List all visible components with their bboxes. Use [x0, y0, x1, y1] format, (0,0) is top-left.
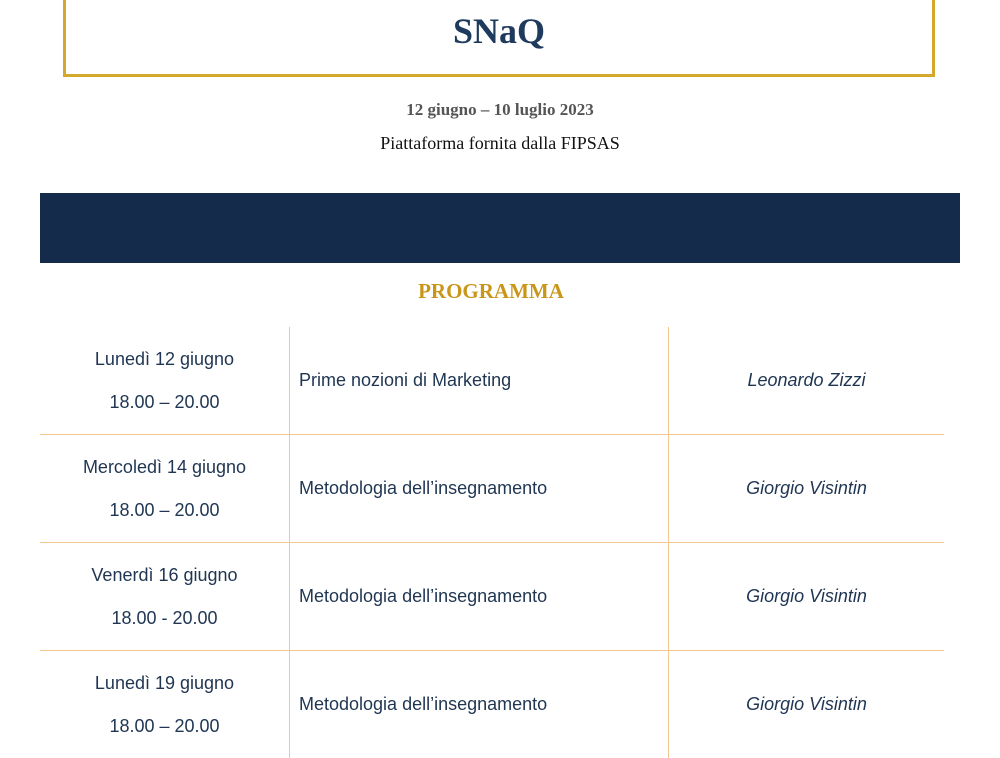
title-box [63, 0, 935, 77]
time-label: 18.00 – 20.00 [40, 715, 289, 737]
topic-cell: Prime nozioni di Marketing [290, 327, 669, 435]
day-label: Mercoledì 14 giugno [40, 456, 289, 478]
speaker-cell: Leonardo Zizzi [669, 327, 945, 435]
time-label: 18.00 – 20.00 [40, 499, 289, 521]
day-label: Venerdì 16 giugno [40, 564, 289, 586]
topic-cell: Metodologia dell’insegnamento [290, 651, 669, 758]
time-label: 18.00 – 20.00 [40, 391, 289, 413]
schedule-row [40, 543, 944, 651]
schedule-row [40, 651, 944, 758]
topic-cell: Metodologia dell’insegnamento [290, 543, 669, 651]
day-label: Lunedì 12 giugno [40, 348, 289, 370]
platform-note: Piattaforma fornita dalla FIPSAS [0, 133, 1000, 154]
topic-cell: Metodologia dell’insegnamento [290, 435, 669, 543]
date-cell [40, 327, 290, 435]
schedule-row [40, 435, 944, 543]
date-cell [40, 651, 290, 758]
day-label: Lunedì 19 giugno [40, 672, 289, 694]
date-range: 12 giugno – 10 luglio 2023 [0, 100, 1000, 120]
speaker-cell: Giorgio Visintin [669, 543, 945, 651]
navy-banner [40, 193, 960, 263]
programma-heading: PROGRAMMA [0, 279, 982, 304]
date-cell [40, 543, 290, 651]
schedule-table [40, 327, 944, 758]
time-label: 18.00 - 20.00 [40, 607, 289, 629]
date-cell [40, 435, 290, 543]
document-title: SNaQ [453, 10, 545, 74]
schedule-row [40, 327, 944, 435]
speaker-cell: Giorgio Visintin [669, 651, 945, 758]
speaker-cell: Giorgio Visintin [669, 435, 945, 543]
